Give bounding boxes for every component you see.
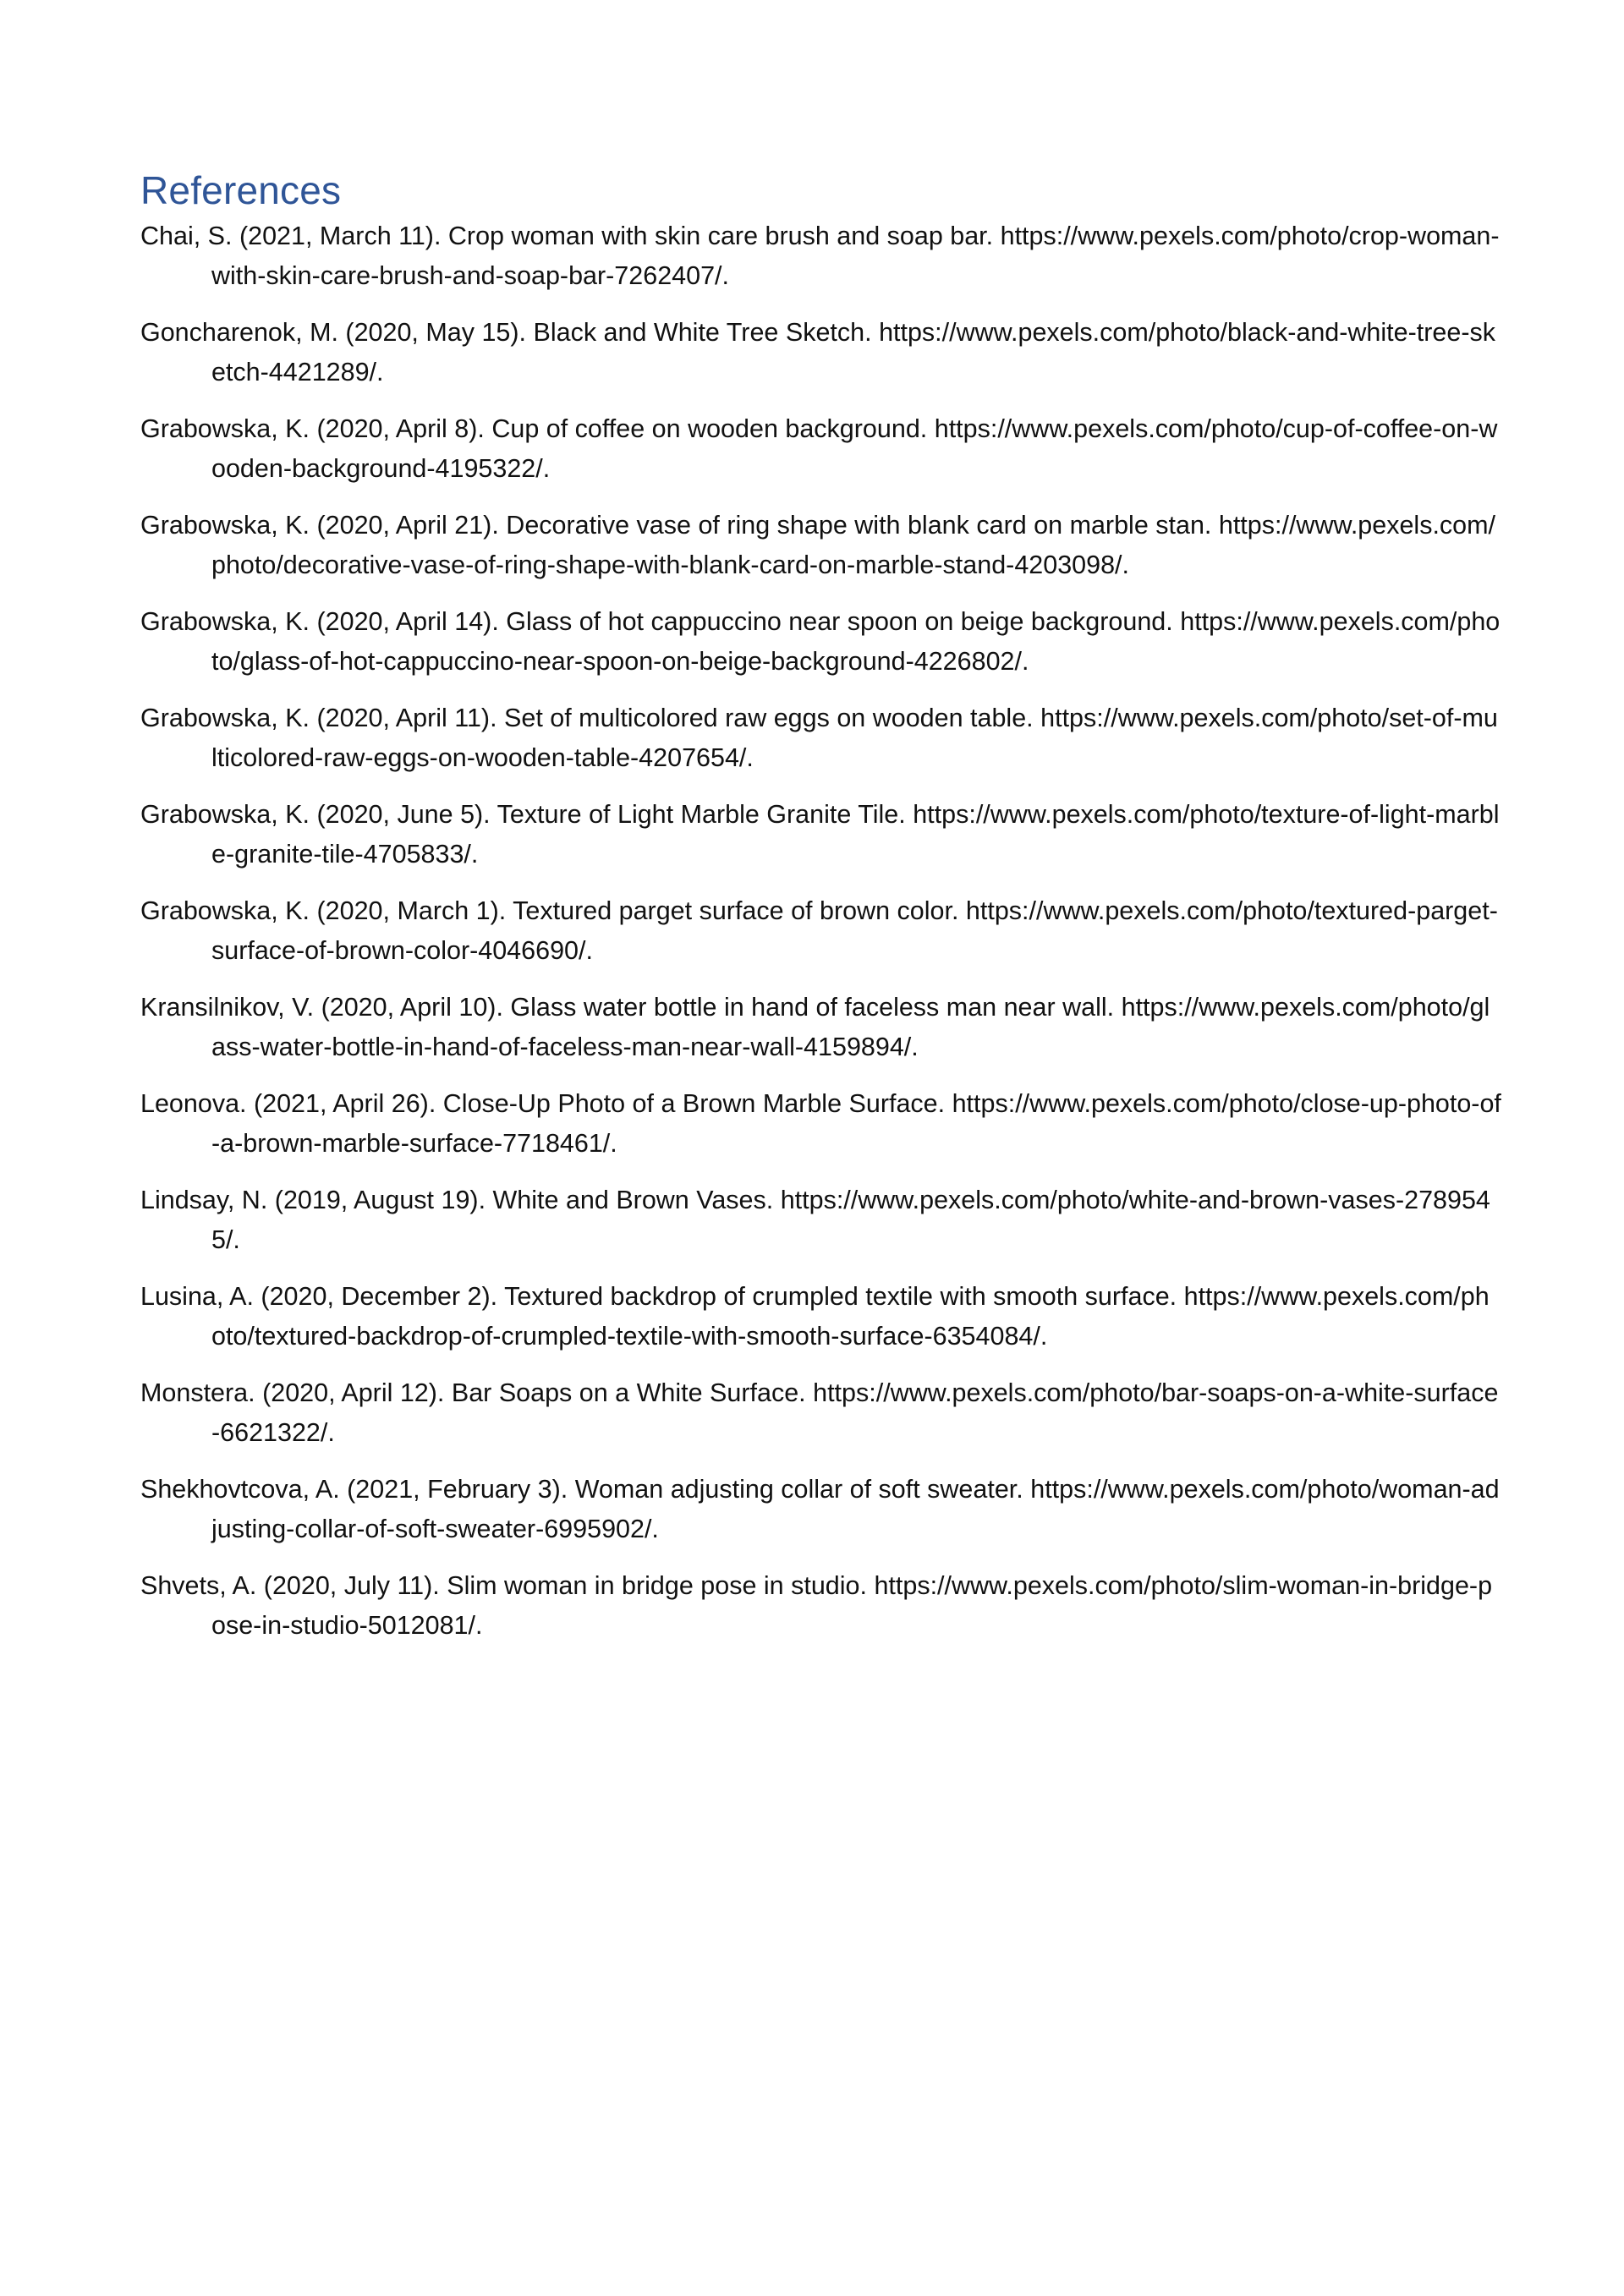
reference-citation: Lindsay, N. (2019, August 19). White and Brown Vases.: [140, 1186, 774, 1214]
reference-url[interactable]: https://www.pexels.com/photo/textured-backdrop-of-crumpled-textile-with-smooth-surface-6354084/.: [211, 1282, 1490, 1351]
reference-url[interactable]: https://www.pexels.com/photo/crop-woman-with-skin-care-brush-and-soap-bar-7262407/.: [211, 222, 1500, 290]
page-title: References: [140, 168, 342, 212]
reference-item: [140, 1470, 1502, 1549]
reference-url[interactable]: https://www.pexels.com/photo/set-of-multicolored-raw-eggs-on-wooden-table-4207654/.: [211, 704, 1498, 772]
reference-item: [140, 409, 1502, 489]
reference-citation: Grabowska, K. (2020, June 5). Texture of Light Marble Granite Tile.: [140, 800, 906, 829]
references-section: [140, 166, 1502, 1663]
reference-url[interactable]: https://www.pexels.com/photo/close-up-photo-of-a-brown-marble-surface-7718461/.: [211, 1089, 1501, 1158]
reference-citation: Lusina, A. (2020, December 2). Textured backdrop of crumpled textile with smooth surface.: [140, 1282, 1177, 1311]
reference-citation: Shekhovtcova, A. (2021, February 3). Woman adjusting collar of soft sweater.: [140, 1475, 1023, 1504]
reference-citation: Grabowska, K. (2020, April 14). Glass of hot cappuccino near spoon on beige background.: [140, 607, 1173, 636]
reference-item: [140, 1084, 1502, 1164]
reference-citation: Goncharenok, M. (2020, May 15). Black and White Tree Sketch.: [140, 318, 872, 347]
reference-citation: Grabowska, K. (2020, April 11). Set of multicolored raw eggs on wooden table.: [140, 704, 1034, 732]
reference-item: [140, 216, 1502, 296]
reference-citation: Grabowska, K. (2020, April 21). Decorative vase of ring shape with blank card on marble stan.: [140, 511, 1212, 540]
reference-item: [140, 1277, 1502, 1356]
reference-item: [140, 988, 1502, 1067]
reference-citation: Kransilnikov, V. (2020, April 10). Glass water bottle in hand of faceless man near wall.: [140, 993, 1115, 1022]
references-list: [140, 216, 1502, 1646]
reference-item: [140, 313, 1502, 392]
reference-citation: Grabowska, K. (2020, March 1). Textured parget surface of brown color.: [140, 896, 959, 925]
reference-url[interactable]: https://www.pexels.com/photo/textured-parget-surface-of-brown-color-4046690/.: [211, 896, 1498, 965]
reference-url[interactable]: https://www.pexels.com/photo/glass-of-hot-cappuccino-near-spoon-on-beige-background-4226802/.: [211, 607, 1501, 676]
reference-url[interactable]: https://www.pexels.com/photo/woman-adjusting-collar-of-soft-sweater-6995902/.: [211, 1475, 1500, 1543]
reference-url[interactable]: https://www.pexels.com/photo/glass-water-bottle-in-hand-of-faceless-man-near-wall-4159894/.: [211, 993, 1490, 1061]
reference-url[interactable]: https://www.pexels.com/photo/white-and-brown-vases-2789545/.: [211, 1186, 1490, 1254]
reference-item: [140, 506, 1502, 585]
reference-url[interactable]: https://www.pexels.com/photo/black-and-white-tree-sketch-4421289/.: [211, 318, 1495, 386]
reference-url[interactable]: https://www.pexels.com/photo/bar-soaps-on-a-white-surface-6621322/.: [211, 1378, 1499, 1447]
reference-item: [140, 1566, 1502, 1646]
reference-citation: Leonova. (2021, April 26). Close-Up Photo of a Brown Marble Surface.: [140, 1089, 946, 1118]
reference-citation: Shvets, A. (2020, July 11). Slim woman in bridge pose in studio.: [140, 1571, 867, 1600]
reference-item: [140, 891, 1502, 971]
reference-item: [140, 795, 1502, 874]
reference-item: [140, 602, 1502, 682]
reference-citation: Grabowska, K. (2020, April 8). Cup of coffee on wooden background.: [140, 414, 928, 443]
reference-url[interactable]: https://www.pexels.com/photo/texture-of-light-marble-granite-tile-4705833/.: [211, 800, 1500, 869]
reference-citation: Chai, S. (2021, March 11). Crop woman with skin care brush and soap bar.: [140, 222, 994, 250]
reference-item: [140, 1373, 1502, 1453]
reference-item: [140, 699, 1502, 778]
reference-url[interactable]: https://www.pexels.com/photo/cup-of-coffee-on-wooden-background-4195322/.: [211, 414, 1498, 483]
reference-url[interactable]: https://www.pexels.com/photo/decorative-vase-of-ring-shape-with-blank-card-on-marble-stand-4203098/.: [211, 511, 1496, 579]
reference-citation: Monstera. (2020, April 12). Bar Soaps on a White Surface.: [140, 1378, 806, 1407]
reference-url[interactable]: https://www.pexels.com/photo/slim-woman-in-bridge-pose-in-studio-5012081/.: [211, 1571, 1493, 1640]
reference-item: [140, 1181, 1502, 1260]
